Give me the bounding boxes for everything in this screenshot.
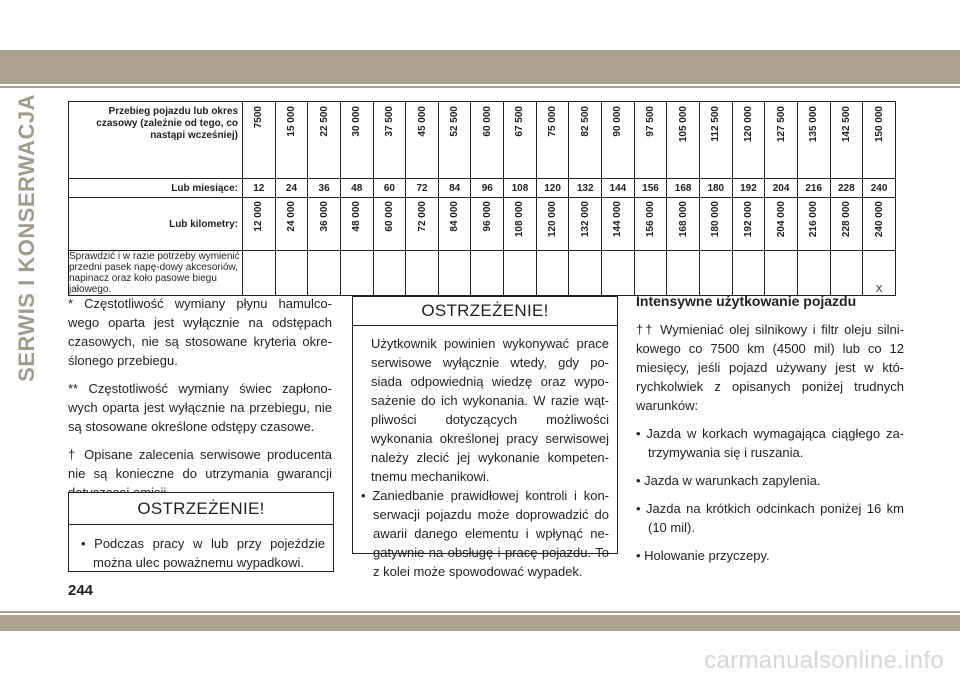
interval-value: 37 500 (383, 106, 395, 137)
km-value: 120 000 (547, 201, 559, 238)
interval-cell (863, 102, 896, 179)
severe-usage-item: • Jazda w warunkach zapylenia. (636, 473, 821, 488)
km-value: 216 000 (808, 201, 820, 238)
km-value: 132 000 (579, 201, 591, 238)
task-mark-cell (699, 251, 732, 296)
interval-value: 30 000 (351, 106, 363, 137)
top-band (0, 50, 960, 84)
month-cell: 96 (471, 179, 504, 198)
warning-box-accident (68, 492, 334, 572)
interval-value: 67 500 (514, 106, 526, 137)
warning-item: • Zaniedbanie prawidłowej kontroli i kon-serwacji pojazdu może doprowadzić do awarii danego elementu i wpłynąć ne-gatywnie na obsługę i pracę pojazdu. To z kolei może spowodować wypadek. (361, 488, 609, 579)
interval-cell (765, 102, 798, 179)
interval-value: 22 500 (318, 106, 330, 137)
section-side-title (2, 94, 52, 514)
interval-value: 127 500 (775, 106, 787, 143)
interval-value: 52 500 (449, 106, 461, 137)
interval-cell (406, 102, 439, 179)
section-title-text: SERWIS I KONSERWACJA (14, 94, 39, 382)
note-brake-fluid: * Częstotliwość wymiany płynu hamulco-wego oparta jest wyłącznie na odstępach czasowych, nie są stosowane kryteria okre-ślonego przebiegu. (68, 296, 332, 368)
interval-header-label: Przebieg pojazdu lub okres czasowy (zależnie od tego, co nastąpi wcześniej) (69, 102, 243, 179)
interval-cell (569, 102, 602, 179)
interval-value: 105 000 (677, 106, 689, 143)
interval-cell (634, 102, 667, 179)
warning-title: OSTRZEŻENIE! (69, 493, 333, 525)
month-cell: 192 (732, 179, 765, 198)
month-cell: 228 (830, 179, 863, 198)
task-mark-cell (569, 251, 602, 296)
interval-value: 112 500 (710, 106, 722, 142)
month-cell: 84 (438, 179, 471, 198)
month-cell: 36 (308, 179, 341, 198)
months-label: Lub miesiące: (69, 179, 243, 198)
km-cell (373, 198, 406, 251)
km-value: 240 000 (873, 201, 885, 238)
km-label: Lub kilometry: (69, 198, 243, 251)
bottom-rule (0, 611, 960, 613)
task-mark-cell (243, 251, 276, 296)
interval-cell (438, 102, 471, 179)
interval-cell (308, 102, 341, 179)
task-mark-cell (667, 251, 700, 296)
severe-usage-intro: †† Wymieniać olej silnikowy i filtr oleju silni-kowego co 7500 km (4500 mil) lub co 12 miesięcy, jeśli pojazd używany jest w któ-rychkolwiek z opisanych poniżej trudnych warunków: (636, 322, 904, 413)
km-cell (667, 198, 700, 251)
month-cell: 12 (243, 179, 276, 198)
task-mark-cell (308, 251, 341, 296)
km-cell (504, 198, 537, 251)
interval-value: 7500 (253, 106, 265, 129)
task-row (69, 251, 896, 296)
km-cell (536, 198, 569, 251)
interval-value: 82 500 (579, 106, 591, 137)
interval-value: 60 000 (481, 106, 493, 137)
task-mark-cell (602, 251, 635, 296)
severe-usage-column (636, 292, 904, 574)
task-mark-cell (471, 251, 504, 296)
month-cell: 240 (863, 179, 896, 198)
km-cell (308, 198, 341, 251)
interval-cell (797, 102, 830, 179)
km-cell (830, 198, 863, 251)
notes-column (68, 294, 332, 511)
interval-value: 75 000 (547, 106, 559, 137)
km-cell (275, 198, 308, 251)
month-cell: 108 (504, 179, 537, 198)
interval-cell (536, 102, 569, 179)
warning-title: OSTRZEŻENIE! (353, 297, 617, 326)
top-rule (0, 86, 960, 88)
task-label: Sprawdzić i w razie potrzeby wymienić przedni pasek napę-dowy akcesoriów, napinacz oraz koło pasowe biegu jałowego. (69, 251, 243, 296)
task-mark-cell (438, 251, 471, 296)
month-cell: 168 (667, 179, 700, 198)
warning-body (353, 326, 617, 587)
interval-value: 97 500 (645, 106, 656, 137)
km-value: 84 000 (449, 201, 461, 232)
month-cell: 204 (765, 179, 798, 198)
km-value: 168 000 (677, 201, 689, 238)
km-cell (634, 198, 667, 251)
km-value: 144 000 (612, 201, 624, 238)
interval-cell (373, 102, 406, 179)
interval-value: 15 000 (285, 106, 297, 137)
km-cell (340, 198, 373, 251)
task-mark-cell (797, 251, 830, 296)
interval-cell (699, 102, 732, 179)
interval-value: 45 000 (416, 106, 428, 137)
km-value: 180 000 (710, 201, 722, 238)
severe-usage-item: • Jazda na krótkich odcinkach poniżej 16 km (10 mil). (636, 501, 904, 535)
interval-cell (667, 102, 700, 179)
note-emission-warranty: † Opisane zalecenia serwisowe producenta nie są konieczne do utrzymania gwarancji (68, 447, 332, 481)
km-value: 204 000 (775, 201, 787, 238)
km-value: 24 000 (285, 201, 297, 232)
severe-usage-item: • Jazda w korkach wymagająca ciągłego za-trzymywania się i ruszania. (636, 426, 904, 460)
month-cell: 216 (797, 179, 830, 198)
note-spark-plugs: ** Częstotliwość wymiany świec zapłono-wych oparta jest wyłącznie na przebiegu, nie są stosowane określone odstępy czasowe. (68, 381, 332, 434)
km-cell (569, 198, 602, 251)
km-cell (406, 198, 439, 251)
warning-box-service (352, 296, 618, 579)
watermark: carmanualsonline.info (704, 647, 944, 674)
km-cell (438, 198, 471, 251)
interval-value: 142 500 (840, 106, 852, 143)
task-mark-cell (406, 251, 439, 296)
month-cell: 60 (373, 179, 406, 198)
task-mark-cell (275, 251, 308, 296)
severe-usage-item: • Holowanie przyczepy. (636, 548, 770, 563)
interval-value: 150 000 (873, 106, 885, 143)
severe-usage-heading: Intensywne użytkowanie pojazdu (636, 293, 857, 309)
task-mark-cell: X (863, 251, 896, 296)
km-value: 96 000 (481, 201, 493, 232)
km-cell (732, 198, 765, 251)
km-cell (797, 198, 830, 251)
interval-header-row (69, 102, 896, 179)
interval-cell (504, 102, 537, 179)
km-cell (471, 198, 504, 251)
interval-cell (732, 102, 765, 179)
km-value: 36 000 (318, 201, 330, 232)
km-cell (863, 198, 896, 251)
maintenance-schedule-table (68, 101, 896, 296)
km-value: 60 000 (383, 201, 395, 232)
task-mark-cell (340, 251, 373, 296)
month-cell: 48 (340, 179, 373, 198)
km-value: 156 000 (645, 201, 656, 238)
warning-paragraph: Użytkownik powinien wykonywać prace serwisowe wyłącznie wtedy, gdy po-siada odpowiednią wiedzę oraz wypo-sażenie do ich wykonania. W razie wąt-pliwości dotyczących możliwości wykonania określonej pracy serwisowej należy zlecić jej wykonanie kompeten-tnemu mechanikowi. (371, 336, 609, 484)
task-mark-cell (830, 251, 863, 296)
km-value: 72 000 (416, 201, 428, 232)
km-value: 192 000 (742, 201, 754, 238)
km-cell (602, 198, 635, 251)
month-cell: 24 (275, 179, 308, 198)
task-mark-cell (765, 251, 798, 296)
km-value: 108 000 (514, 201, 526, 238)
interval-cell (602, 102, 635, 179)
month-cell: 120 (536, 179, 569, 198)
month-cell: 72 (406, 179, 439, 198)
km-row (69, 198, 896, 251)
task-mark-cell (634, 251, 667, 296)
month-cell: 144 (602, 179, 635, 198)
month-cell: 180 (699, 179, 732, 198)
bottom-band (0, 615, 960, 631)
task-mark-cell (373, 251, 406, 296)
interval-cell (471, 102, 504, 179)
km-cell (765, 198, 798, 251)
interval-cell (340, 102, 373, 179)
task-mark-cell (504, 251, 537, 296)
km-cell (243, 198, 276, 251)
interval-cell (243, 102, 276, 179)
months-row (69, 179, 896, 198)
task-mark-cell (536, 251, 569, 296)
interval-value: 135 000 (808, 106, 820, 143)
page-number: 244 (68, 582, 94, 599)
interval-cell (830, 102, 863, 179)
warning-item: • Podczas pracy w lub przy pojeździe można ulec poważnemu wypadkowi. (81, 536, 325, 570)
km-cell (699, 198, 732, 251)
interval-value: 90 000 (612, 106, 624, 137)
km-value: 228 000 (840, 201, 852, 238)
month-cell: 156 (634, 179, 667, 198)
interval-cell (275, 102, 308, 179)
warning-body (69, 525, 333, 578)
month-cell: 132 (569, 179, 602, 198)
task-mark-cell (732, 251, 765, 296)
km-value: 48 000 (351, 201, 363, 232)
interval-value: 120 000 (742, 106, 754, 143)
km-value: 12 000 (253, 201, 265, 232)
